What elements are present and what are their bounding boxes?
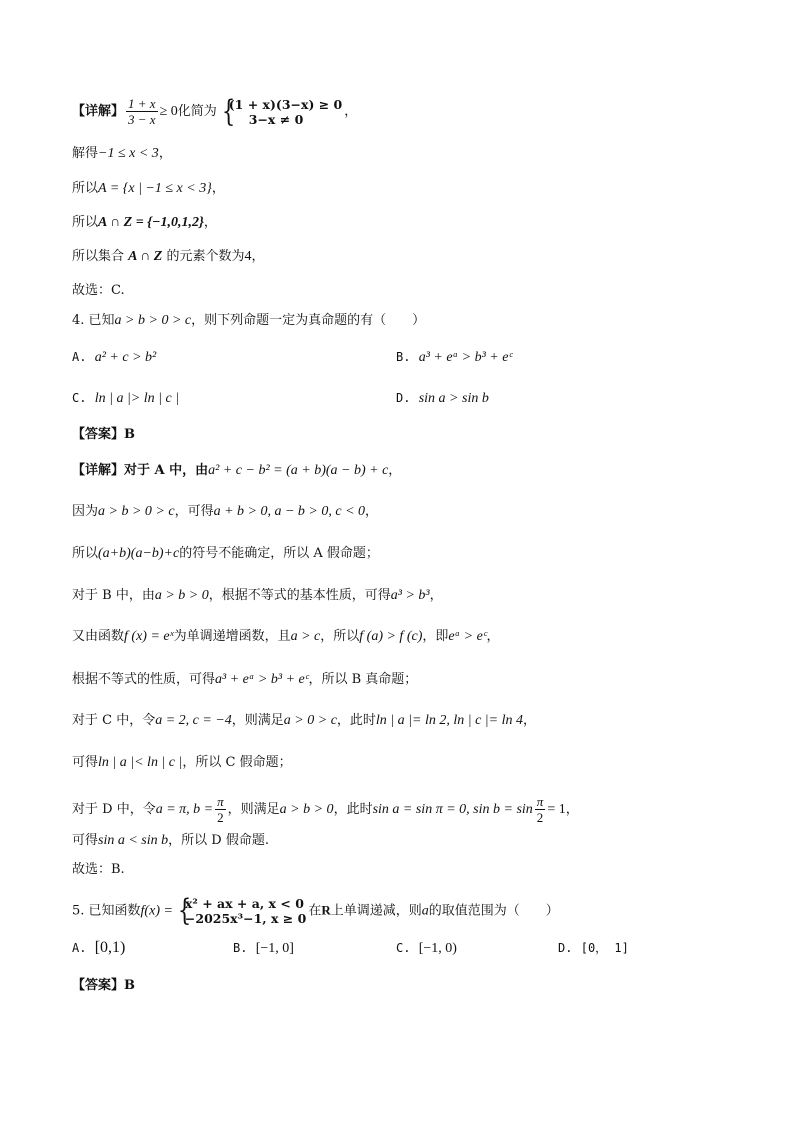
q4-detail-6: 根据不等式的性质，可得a³ + eᵃ > b³ + eᶜ，所以 B 真命题；	[72, 672, 418, 687]
set-a-line: 所以A = {x | −1 ≤ x < 3}，	[72, 181, 225, 196]
intersection-line: 所以A ∩ Z = {−1,0,1,2}，	[72, 215, 217, 230]
q4-answer: 【答案】B	[72, 427, 135, 442]
q4-detail-4: 对于 B 中，由a > b > 0，根据不等式的基本性质，可得a³ > b³，	[72, 588, 443, 603]
q5-option-c: C. [−1, 0)	[396, 941, 457, 956]
q5-answer: 【答案】B	[72, 978, 135, 993]
count-line: 所以集合 A ∩ Z 的元素个数为4，	[72, 249, 265, 264]
question-4-stem: 4. 已知a > b > 0 > c，则下列命题一定为真命题的有（ ）	[72, 313, 426, 328]
equation-system: { (1 + x)(3−x) ≥ 0 3−x ≠ 0	[221, 93, 343, 129]
q4-option-b: B. a³ + eᵃ > b³ + eᶜ	[396, 350, 513, 365]
choice-line: 故选：C.	[72, 283, 125, 298]
fraction: $\frac{1 + x}{3 - x}$	[128, 96, 156, 127]
fraction-pi-over-2-b: $\frac{\pi}{2}$	[536, 794, 544, 825]
q4-detail-10: 可得sin a < sin b，所以 D 假命题.	[72, 833, 269, 848]
q5-option-d: D. [0， 1]	[558, 941, 629, 955]
question-5-stem: 5. 已知函数f(x) = { x² + ax + a, x < 0 −2025x³−1, x ≥ 0 在R上单调递减，则a的取值范围为（ ）	[72, 893, 559, 928]
fraction-pi-over-2: $\frac{\pi}{2}$	[217, 794, 224, 825]
q4-detail-9: 对于 D 中，令a = π, b = $\frac{\pi}{2}$ ，则满足a > b > 0，此时sin a = sin π = 0, sin b = sin $\frac{\pi}{2}$ = 1，	[72, 794, 579, 825]
q4-detail-7: 对于 C 中，令a = 2, c = −4，则满足a > 0 > c，此时ln | a |= ln 2, ln | c |= ln 4，	[72, 713, 536, 728]
q5-option-a: A. [0,1)	[72, 939, 126, 956]
q4-detail-8: 可得ln | a |< ln | c |，所以 C 假命题；	[72, 755, 292, 770]
q4-option-d: D. sin a > sin b	[396, 391, 489, 406]
detail-tag: 【详解】	[72, 104, 125, 119]
detail-line-1: 【详解】 $\frac{1 + x}{3 - x}$ ≥ 0化简为 { (1 + x)(3−x) ≥ 0 3−x ≠ 0 ，	[72, 93, 358, 129]
q5-option-b: B. [−1, 0]	[233, 941, 294, 956]
q4-choice: 故选：B.	[72, 862, 125, 877]
q4-detail-3: 所以(a+b)(a−b)+c的符号不能确定，所以 A 假命题；	[72, 546, 379, 561]
q4-option-c: C. ln | a |> ln | c |	[72, 391, 180, 406]
q4-option-a: A. a² + c > b²	[72, 350, 157, 365]
q4-detail-2: 因为a > b > 0 > c，可得a + b > 0, a − b > 0, c < 0，	[72, 504, 379, 519]
q4-detail-5: 又由函数f (x) = eˣ为单调递增函数，且a > c，所以f (a) > f (c)，即eᵃ > eᶜ，	[72, 629, 500, 644]
solve-line: 解得−1 ≤ x < 3，	[72, 146, 172, 161]
q4-detail-1: 【详解】对于 A 中，由a² + c − b² = (a + b)(a − b) + c，	[72, 463, 402, 478]
piecewise-function: { x² + ax + a, x < 0 −2025x³−1, x ≥ 0	[177, 893, 307, 928]
